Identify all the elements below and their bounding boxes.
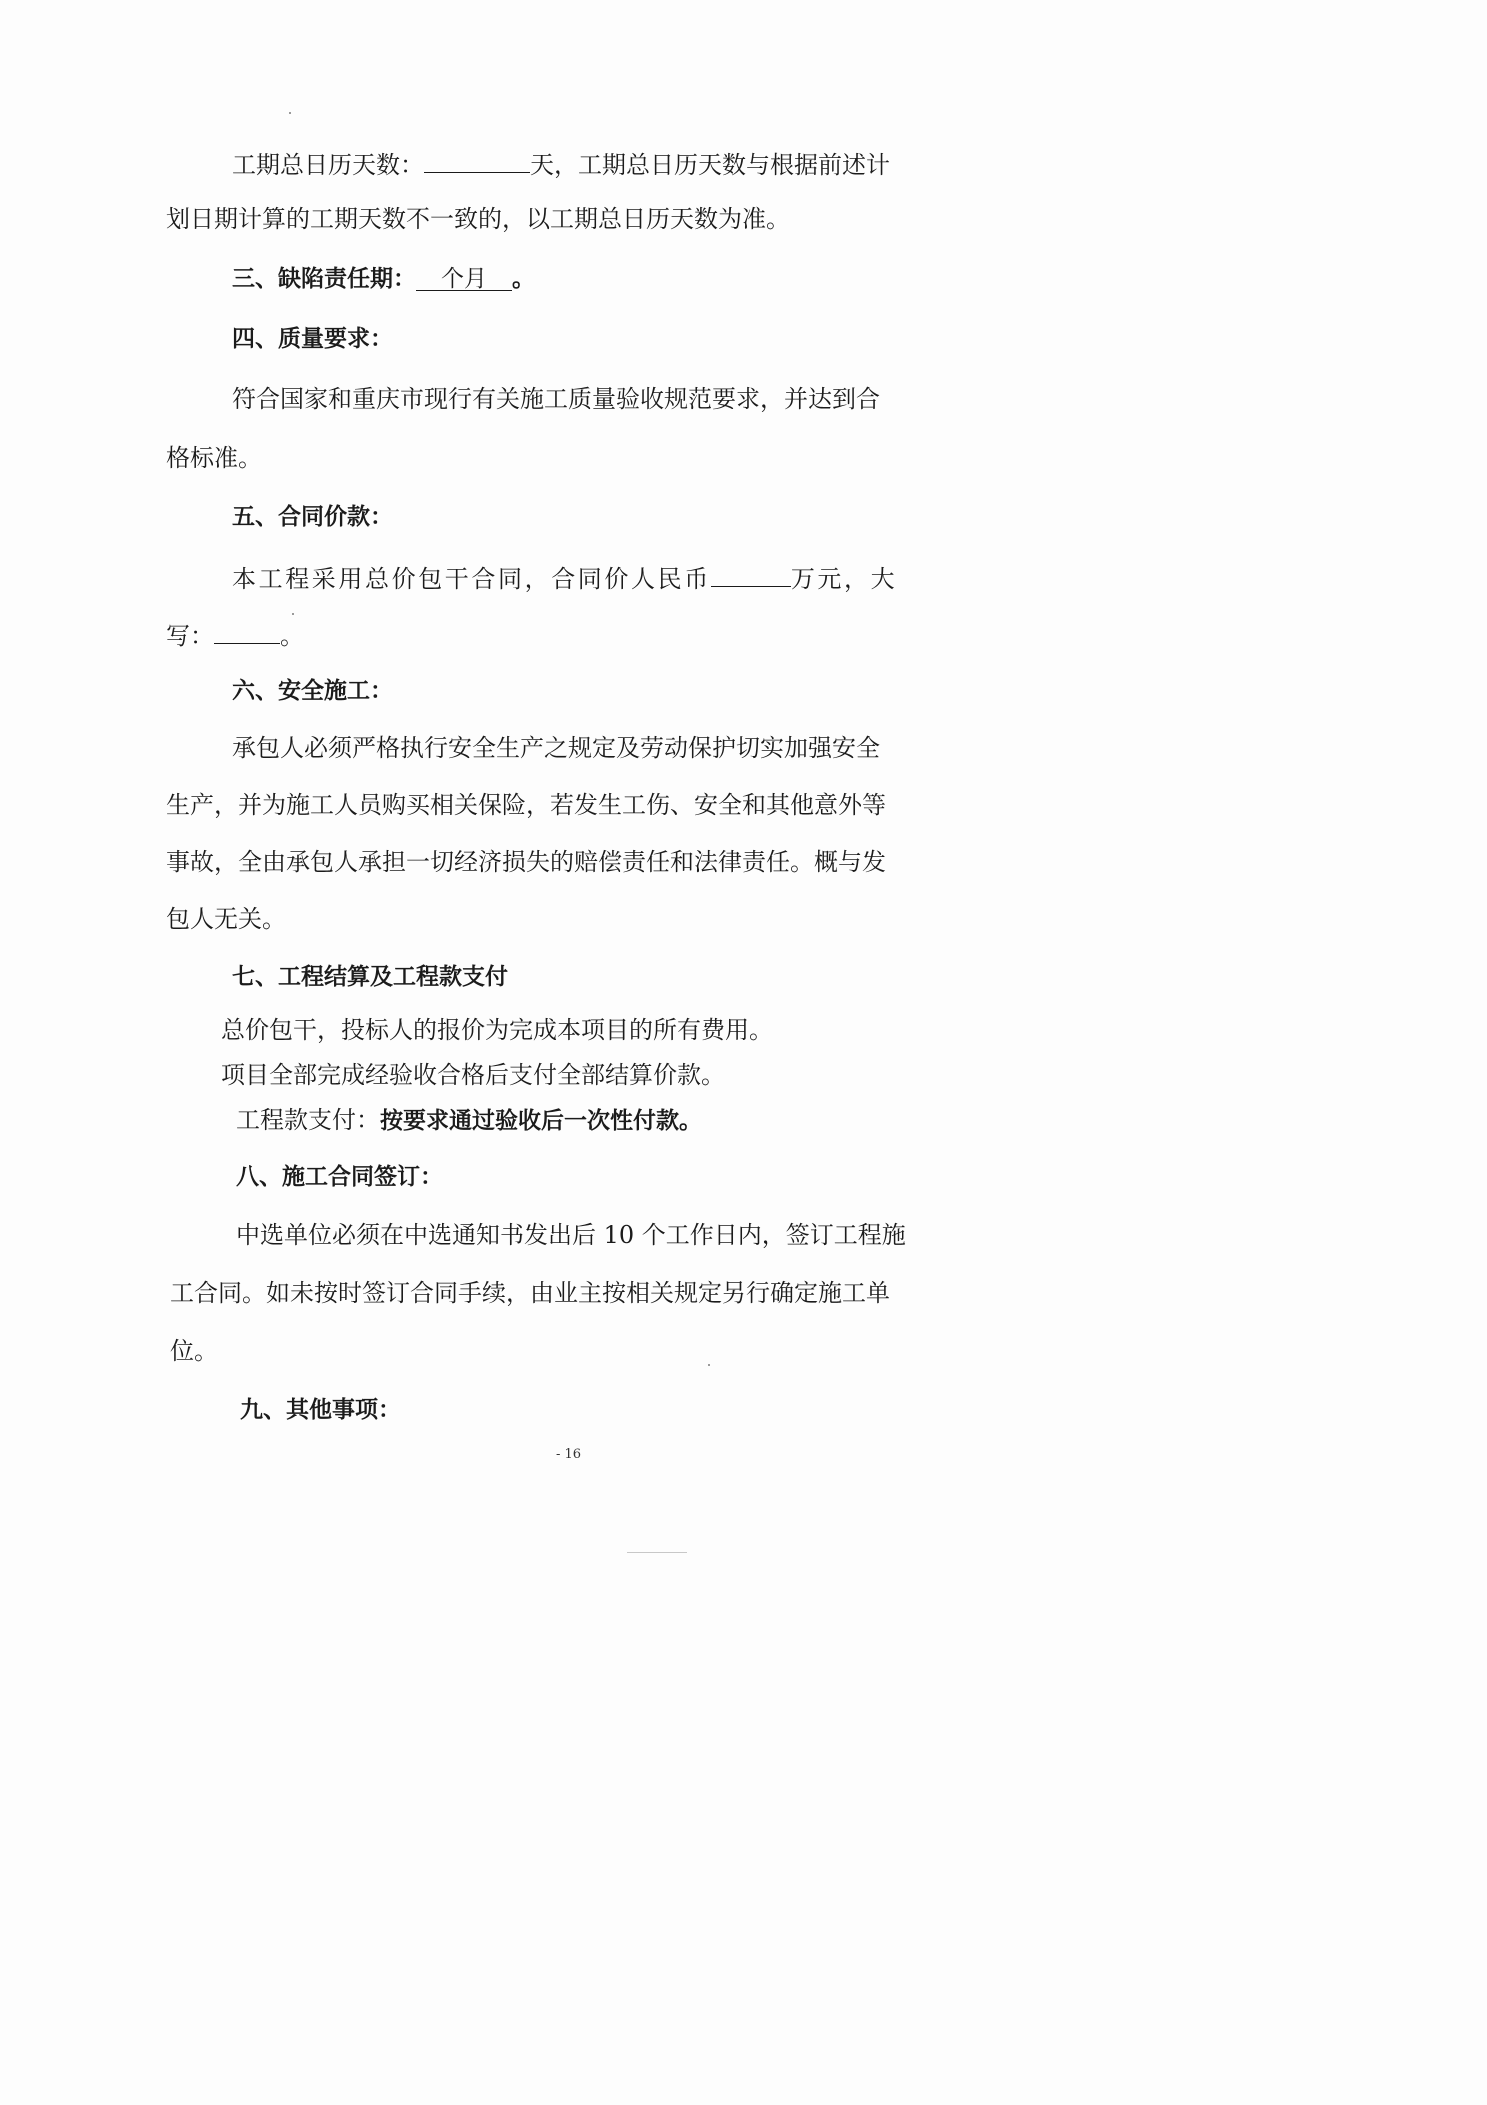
payment-label: 工程款支付： (236, 1106, 380, 1134)
contract-line-3: 位。 (170, 1337, 218, 1365)
payment-line (236, 1105, 702, 1136)
duration-line-2: 划日期计算的工期天数不一致的，以工期总日历天数为准。 (166, 205, 790, 233)
defect-period-line (232, 264, 535, 294)
price-text-c: 写： (166, 622, 214, 650)
safety-line-4: 包人无关。 (166, 905, 286, 933)
duration-days-blank (424, 146, 530, 173)
scan-speck (289, 112, 291, 114)
settlement-line-1: 总价包干，投标人的报价为完成本项目的所有费用。 (221, 1016, 773, 1044)
defect-period-value: 个月 (416, 264, 512, 291)
price-text-b: 万元，大 (790, 565, 898, 593)
price-words-blank (214, 617, 280, 644)
safety-line-2: 生产，并为施工人员购买相关保险，若发生工伤、安全和其他意外等 (166, 791, 886, 819)
scan-edge-mark (627, 1552, 687, 1553)
price-heading: 五、合同价款： (232, 504, 393, 530)
quality-line-2: 格标准。 (166, 444, 262, 472)
scan-speck (292, 613, 294, 615)
price-line-2 (166, 617, 304, 651)
contract-line-1: 中选单位必须在中选通知书发出后 10 个工作日内，签订工程施 (236, 1221, 906, 1249)
price-text-a: 本工程采用总价包干合同，合同价人民币 (232, 565, 711, 593)
safety-line-3: 事故，全由承包人承担一切经济损失的赔偿责任和法律责任。概与发 (166, 848, 886, 876)
payment-value: 按要求通过验收后一次性付款。 (380, 1108, 702, 1134)
price-amount-blank (711, 560, 791, 587)
price-text-d: 。 (280, 622, 304, 650)
defect-period-end: 。 (512, 266, 535, 292)
settlement-line-2: 项目全部完成经验收合格后支付全部结算价款。 (221, 1061, 725, 1089)
safety-heading: 六、安全施工： (232, 678, 393, 704)
quality-line-1: 符合国家和重庆市现行有关施工质量验收规范要求，并达到合 (232, 385, 880, 413)
other-heading: 九、其他事项： (240, 1397, 401, 1423)
contract-heading: 八、施工合同签订： (236, 1164, 443, 1190)
scan-speck (708, 1364, 710, 1366)
duration-label: 工期总日历天数： (232, 151, 424, 179)
defect-period-label: 三、缺陷责任期： (232, 266, 416, 292)
page-number: - 16 (556, 1447, 582, 1462)
contract-line-2: 工合同。如未按时签订合同手续，由业主按相关规定另行确定施工单 (170, 1279, 890, 1307)
duration-tail: 天，工期总日历天数与根据前述计 (530, 151, 890, 179)
settlement-heading: 七、工程结算及工程款支付 (232, 964, 508, 990)
safety-line-1: 承包人必须严格执行安全生产之规定及劳动保护切实加强安全 (232, 734, 880, 762)
quality-heading: 四、质量要求： (232, 326, 393, 352)
duration-line (232, 146, 890, 180)
price-line-1 (232, 560, 897, 594)
